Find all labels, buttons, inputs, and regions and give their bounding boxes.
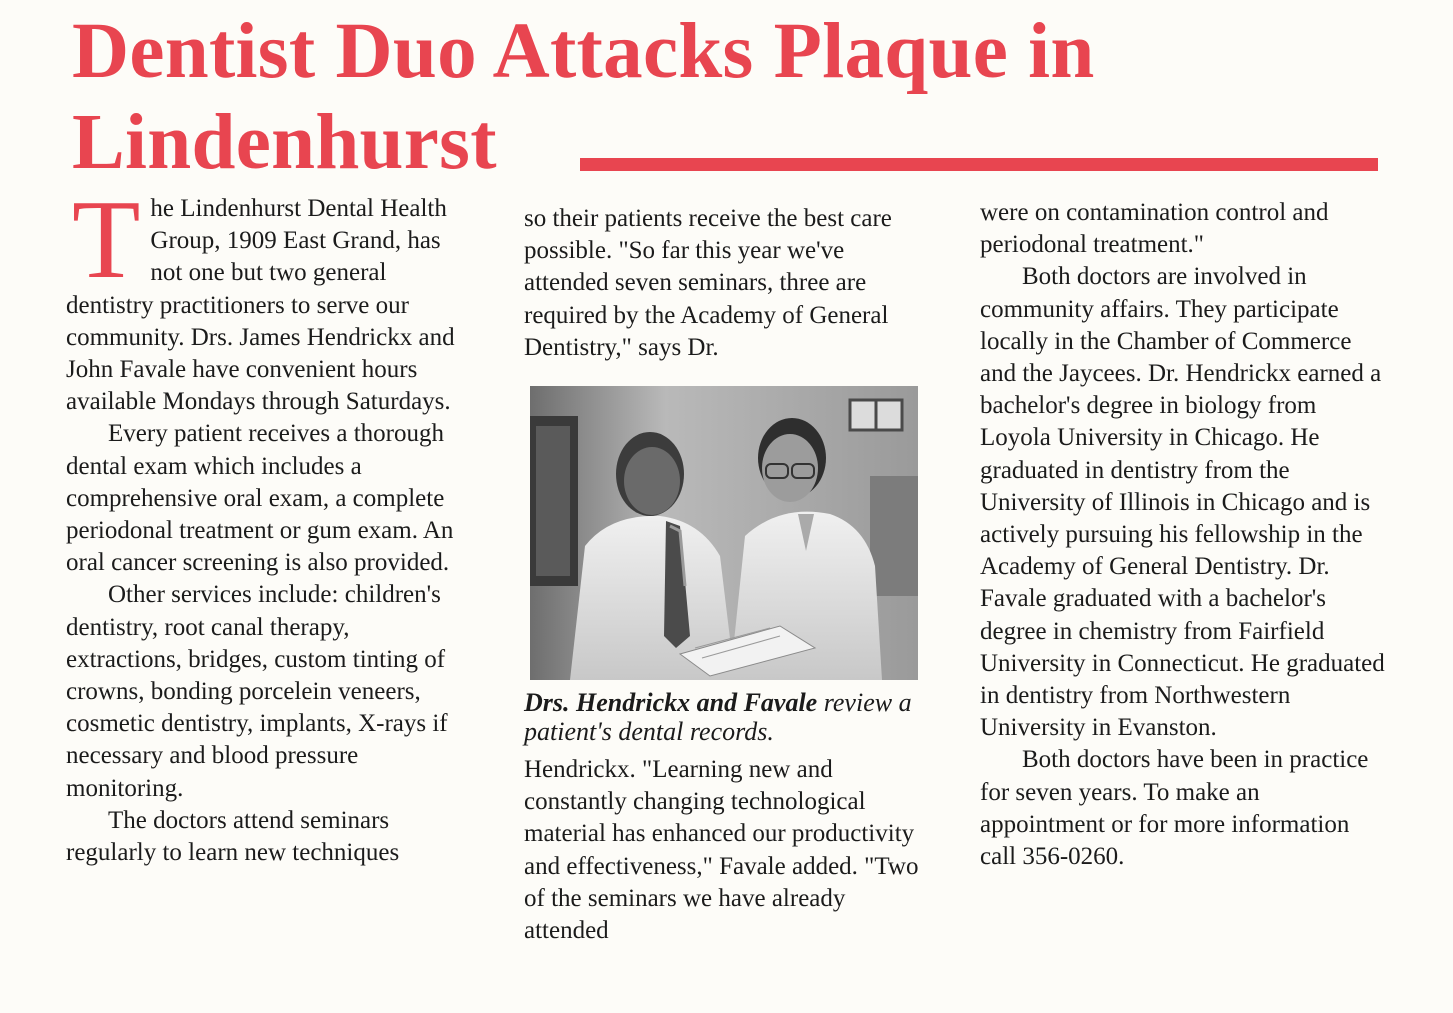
column-3 xyxy=(980,197,1385,873)
paragraph-seminars-cont: so their patients receive the best care possible. "So far this year we've attended seven seminars, three are required by the Academy of General Dentistry," says Dr. xyxy=(524,205,892,361)
headline: Dentist Duo Attacks Plaque in Lindenhurst xyxy=(72,8,1095,186)
paragraph-community: Both doctors are involved in community affairs. They participate locally in the Chamber of Commerce and the Jaycees. Dr. Hendrickx earned a bachelor's degree in biology from Loyola University in Chicago. He graduated in dentistry from the University of Illinois in Chicago and is actively pursuing his fellowship in the Academy of General Dentistry. Dr. Favale graduated with a bachelor's degree in chemistry from Fairfield University in Connecticut. He graduated in dentistry from Northwestern University in Evanston. xyxy=(980,263,1385,742)
column-1 xyxy=(66,178,471,869)
drop-cap: T xyxy=(72,178,141,302)
paragraph-intro-text: he Lindenhurst Dental Health Group, 1909 East Grand, has not one but two general dentistry practitioners to serve our community. Drs. James Hendrickx and John Favale have convenient hours available Mondays through Saturdays. xyxy=(66,195,455,416)
paragraph-intro xyxy=(66,178,471,418)
column-2 xyxy=(524,203,924,947)
caption-names: Drs. Hendrickx and Favale xyxy=(524,688,818,718)
paragraph-services: Other services include: children's dentistry, root canal therapy, extractions, bridges, custom tinting of crowns, bonding porcelein veneers, cosmetic dentistry, implants, X-rays if necessary and blood pressure monitoring. xyxy=(66,581,448,802)
paragraph-exam: Every patient receives a thorough dental exam which includes a comprehensive oral exam, a complete periodonal treatment or gum exam. An oral cancer screening is also provided. xyxy=(66,420,454,577)
photo-caption xyxy=(524,688,924,746)
paragraph-contact: Both doctors have been in practice for seven years. To make an appointment or for more information call 356-0260. xyxy=(980,746,1369,871)
photo-dentists xyxy=(530,386,918,680)
caption-text: review a patient's dental records. xyxy=(524,688,912,747)
paragraph-quote: Hendrickx. "Learning new and constantly changing technological material has enhanced our productivity and effectiveness," Favale added. "Two of the seminars we have already attended xyxy=(524,756,919,945)
paragraph-seminar-topics: were on contamination control and periodonal treatment." xyxy=(980,199,1329,259)
paragraph-seminars: The doctors attend seminars regularly to learn new techniques xyxy=(66,806,400,867)
headline-rule xyxy=(580,158,1378,171)
